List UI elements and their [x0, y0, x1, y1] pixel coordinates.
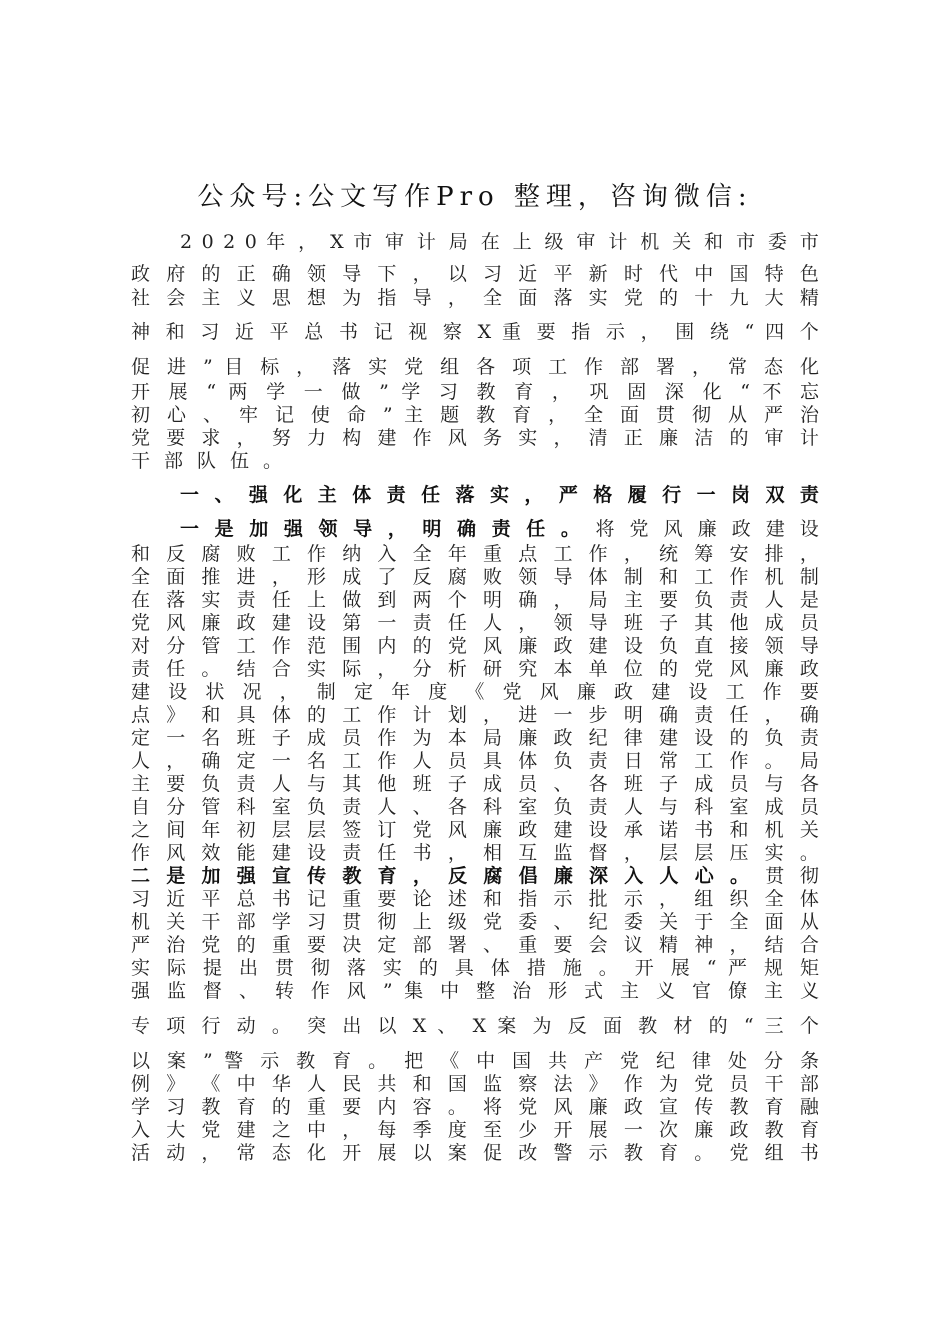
paragraph-line: 严 治 党 的 重 要 决 定 部 署 、 重 要 会 议 精 神 ， 结 合: [131, 934, 819, 956]
paragraph-line: 和 反 腐 败 工 作 纳 入 全 年 重 点 工 作 ， 统 筹 安 排 ，: [131, 543, 819, 565]
bold-lead-in: 二 是 加 强 宣 传 教 育 ， 反 腐 倡 廉 深 入 人 心 。: [131, 865, 754, 887]
paragraph-line: 点 》 和 具 体 的 工 作 计 划 ， 进 一 步 明 确 责 任 ， 确: [131, 704, 819, 726]
paragraph-line: 实 际 提 出 贯 彻 落 实 的 具 体 措 施 。 开 展 “ 严 规 矩: [131, 957, 819, 979]
paragraph-line: 以 案 ” 警 示 教 育 。 把 《 中 国 共 产 党 纪 律 处 分 条: [131, 1050, 819, 1072]
document-title: 公众号:公文写作Pro 整理，咨询微信:: [197, 182, 753, 212]
paragraph-line: 习 近 平 总 书 记 重 要 论 述 和 指 示 批 示 ， 组 织 全 体: [131, 888, 819, 910]
paragraph-line: 强 监 督 、 转 作 风 ” 集 中 整 治 形 式 主 义 官 僚 主 义: [131, 980, 819, 1002]
paragraph-line: 活 动 ， 常 态 化 开 展 以 案 促 改 警 示 教 育 。 党 组 书: [131, 1142, 819, 1164]
paragraph-line: 学 习 教 育 的 重 要 内 容 。 将 党 风 廉 政 宣 传 教 育 融: [131, 1096, 819, 1118]
paragraph-line: 干部队伍。: [131, 450, 297, 472]
paragraph-line: 2 0 2 0 年 ， X 市 审 计 局 在 上 级 审 计 机 关 和 市 委 市: [180, 231, 819, 253]
paragraph-line: 专 项 行 动 。 突 出 以 X 、 X 案 为 反 面 教 材 的 “ 三 个: [131, 1015, 819, 1037]
paragraph-line: 责 任 。 结 合 实 际 ， 分 析 研 究 本 单 位 的 党 风 廉 政: [131, 658, 819, 680]
bold-lead-in: 一 是 加 强 领 导 ， 明 确 责 任 。: [180, 518, 585, 540]
paragraph-line: [131, 864, 819, 888]
paragraph-line: 建 设 状 况 ， 制 定 年 度 《 党 风 廉 政 建 设 工 作 要: [131, 681, 819, 703]
paragraph-line: 自 分 管 科 室 负 责 人 、 各 科 室 负 责 人 与 科 室 成 员: [131, 796, 819, 818]
paragraph-line: 促 进 ” 目 标 ， 落 实 党 组 各 项 工 作 部 署 ， 常 态 化: [131, 356, 819, 378]
paragraph-line: 党 风 廉 政 建 设 第 一 责 任 人 ， 领 导 班 子 其 他 成 员: [131, 612, 819, 634]
paragraph-line: 初 心 、 牢 记 使 命 ” 主 题 教 育 ， 全 面 贯 彻 从 严 治: [131, 404, 819, 426]
paragraph-line: 作 风 效 能 建 设 责 任 书 ， 相 互 监 督 ， 层 层 压 实 。: [131, 842, 819, 864]
paragraph-line: [180, 517, 819, 541]
paragraph-line: 例 》 《 中 华 人 民 共 和 国 监 察 法 》 作 为 党 员 干 部: [131, 1073, 819, 1095]
paragraph-line: 定 一 名 班 子 成 员 作 为 本 局 廉 政 纪 律 建 设 的 负 责: [131, 727, 819, 749]
section-heading: 一 、 强 化 主 体 责 任 落 实 ， 严 格 履 行 一 岗 双 责: [180, 484, 819, 506]
line-rest: 贯 彻: [765, 865, 819, 887]
paragraph-line: 入 大 党 建 之 中 ， 每 季 度 至 少 开 展 一 次 廉 政 教 育: [131, 1119, 819, 1141]
paragraph-line: 社 会 主 义 思 想 为 指 导 ， 全 面 落 实 党 的 十 九 大 精: [131, 287, 819, 309]
paragraph-line: 机 关 干 部 学 习 贯 彻 上 级 党 委 、 纪 委 关 于 全 面 从: [131, 911, 819, 933]
paragraph-line: 政 府 的 正 确 领 导 下 ， 以 习 近 平 新 时 代 中 国 特 色: [131, 263, 819, 285]
paragraph-line: 对 分 管 工 作 范 围 内 的 党 风 廉 政 建 设 负 直 接 领 导: [131, 635, 819, 657]
paragraph-line: 人 ， 确 定 一 名 工 作 人 员 具 体 负 责 日 常 工 作 。 局: [131, 750, 819, 772]
paragraph-line: 之 间 年 初 层 层 签 订 党 风 廉 政 建 设 承 诺 书 和 机 关: [131, 819, 819, 841]
paragraph-line: 主 要 负 责 人 与 其 他 班 子 成 员 、 各 班 子 成 员 与 各: [131, 773, 819, 795]
paragraph-line: 神 和 习 近 平 总 书 记 视 察 X 重 要 指 示 ， 围 绕 “ 四 个: [131, 321, 819, 343]
paragraph-line: 开 展 “ 两 学 一 做 ” 学 习 教 育 ， 巩 固 深 化 “ 不 忘: [131, 381, 819, 403]
line-rest: 将 党 风 廉 政 建 设: [595, 518, 819, 540]
paragraph-line: 在 落 实 责 任 上 做 到 两 个 明 确 ， 局 主 要 负 责 人 是: [131, 589, 819, 611]
paragraph-line: 全 面 推 进 ， 形 成 了 反 腐 败 领 导 体 制 和 工 作 机 制: [131, 566, 819, 588]
paragraph-line: 党 要 求 ， 努 力 构 建 作 风 务 实 ， 清 正 廉 洁 的 审 计: [131, 427, 819, 449]
